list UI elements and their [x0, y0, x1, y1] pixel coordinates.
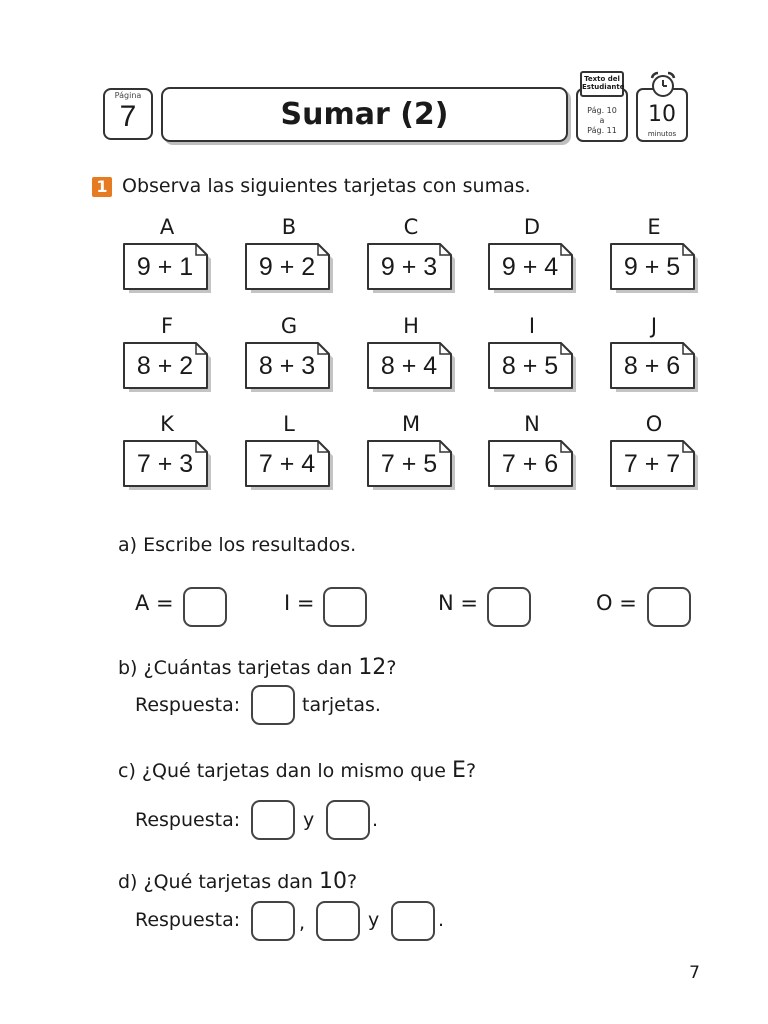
student-text-to: Pág. 11 — [587, 126, 617, 135]
student-text-from: Pág. 10 — [587, 106, 617, 115]
part-c-connector: y — [303, 809, 315, 831]
part-d-answer-label: Respuesta: — [135, 909, 241, 931]
part-d-connector: y — [368, 909, 380, 931]
card-sum: 7 + 6 — [501, 450, 559, 478]
card-sum: 9 + 2 — [258, 253, 316, 281]
part-c-answer-box-1[interactable] — [251, 800, 295, 840]
card-letter: N — [524, 412, 540, 436]
part-a-label: I = — [284, 591, 315, 615]
book-icon — [580, 71, 624, 97]
exercise-number-badge: 1 — [92, 177, 112, 197]
card-letter: M — [401, 412, 421, 436]
part-d-end: . — [438, 909, 445, 931]
card-letter: D — [523, 215, 541, 239]
sum-card — [367, 440, 455, 488]
card-sum: 9 + 4 — [501, 253, 559, 281]
card-letter: F — [160, 314, 174, 338]
part-d-answer-box-3[interactable] — [391, 901, 435, 941]
part-a-answer-box[interactable] — [323, 587, 367, 627]
card-letter: B — [281, 215, 297, 239]
card-sum: 8 + 2 — [136, 352, 194, 380]
time-unit: minutos — [647, 130, 677, 138]
card-letter: O — [645, 412, 663, 436]
part-d-prompt-text: d) ¿Qué tarjetas dan — [118, 871, 320, 893]
part-a-label: N = — [438, 591, 478, 615]
card-sum: 8 + 4 — [380, 352, 438, 380]
part-b-answer-box[interactable] — [251, 685, 295, 725]
part-a-answer-box[interactable] — [487, 587, 531, 627]
card-sum: 8 + 6 — [623, 352, 681, 380]
sum-card — [245, 440, 333, 488]
sum-card — [367, 243, 455, 291]
part-a-prompt: a) Escribe los resultados. — [118, 534, 357, 556]
sum-card — [367, 342, 455, 390]
sum-card — [123, 440, 211, 488]
page-number-box — [103, 88, 153, 140]
footer-page-number: 7 — [689, 963, 700, 983]
sum-card — [610, 243, 698, 291]
part-a-label: A = — [135, 591, 174, 615]
part-d-separator: , — [299, 912, 306, 934]
part-c-prompt-text: c) ¿Qué tarjetas dan lo mismo que — [118, 760, 453, 782]
card-sum: 9 + 3 — [380, 253, 438, 281]
part-c-prompt — [118, 758, 476, 783]
student-text-label-1: Texto del — [584, 75, 620, 83]
card-letter: J — [650, 314, 658, 338]
card-letter: H — [403, 314, 419, 338]
page-title: Sumar (2) — [280, 97, 449, 132]
page-label: Página — [114, 91, 142, 100]
part-c-answer-box-2[interactable] — [326, 800, 370, 840]
page-number: 7 — [119, 100, 137, 133]
part-d-prompt-end: ? — [347, 871, 358, 893]
card-sum: 8 + 3 — [258, 352, 316, 380]
part-c-end: . — [372, 809, 379, 831]
sum-card — [123, 342, 211, 390]
time-value: 10 — [648, 102, 676, 127]
part-a-answer-box[interactable] — [647, 587, 691, 627]
card-letter: E — [647, 215, 661, 239]
student-text-label-2: Estudiante — [582, 83, 625, 91]
part-b-prompt-end: ? — [386, 657, 397, 679]
sum-card — [610, 440, 698, 488]
card-sum: 9 + 5 — [623, 253, 681, 281]
card-letter: G — [280, 314, 298, 338]
card-sum: 7 + 4 — [258, 450, 316, 478]
card-sum: 9 + 1 — [136, 253, 194, 281]
sum-card — [488, 342, 576, 390]
card-sum: 7 + 7 — [623, 450, 681, 478]
alarm-clock-icon — [647, 70, 679, 100]
card-letter: I — [528, 314, 536, 338]
part-b-answer-suffix: tarjetas. — [302, 694, 381, 716]
sum-card — [488, 440, 576, 488]
sum-card — [123, 243, 211, 291]
part-d-answer-box-2[interactable] — [316, 901, 360, 941]
card-letter: C — [403, 215, 419, 239]
part-c-answer-label: Respuesta: — [135, 809, 241, 831]
part-b-prompt — [118, 655, 396, 680]
part-d-highlight: 10 — [319, 869, 348, 894]
card-letter: K — [160, 412, 174, 436]
part-a-label: O = — [596, 591, 637, 615]
title-box — [161, 87, 568, 142]
student-text-connector: a — [599, 116, 605, 125]
part-d-prompt — [118, 869, 357, 894]
part-c-prompt-end: ? — [465, 760, 477, 782]
card-sum: 8 + 5 — [501, 352, 559, 380]
part-b-prompt-text: b) ¿Cuántas tarjetas dan — [118, 657, 359, 679]
sum-card — [245, 243, 333, 291]
part-d-answer-box-1[interactable] — [251, 901, 295, 941]
part-a-answer-box[interactable] — [183, 587, 227, 627]
exercise-instruction: Observa las siguientes tarjetas con sumas. — [122, 175, 531, 197]
card-letter: A — [159, 215, 175, 239]
sum-card — [610, 342, 698, 390]
part-b-answer-label: Respuesta: — [135, 694, 241, 716]
card-sum: 7 + 5 — [380, 450, 438, 478]
card-sum: 7 + 3 — [136, 450, 194, 478]
part-b-highlight: 12 — [358, 655, 387, 680]
card-letter: L — [283, 412, 295, 436]
sum-card — [488, 243, 576, 291]
sum-card — [245, 342, 333, 390]
part-c-highlight: E — [452, 758, 466, 783]
